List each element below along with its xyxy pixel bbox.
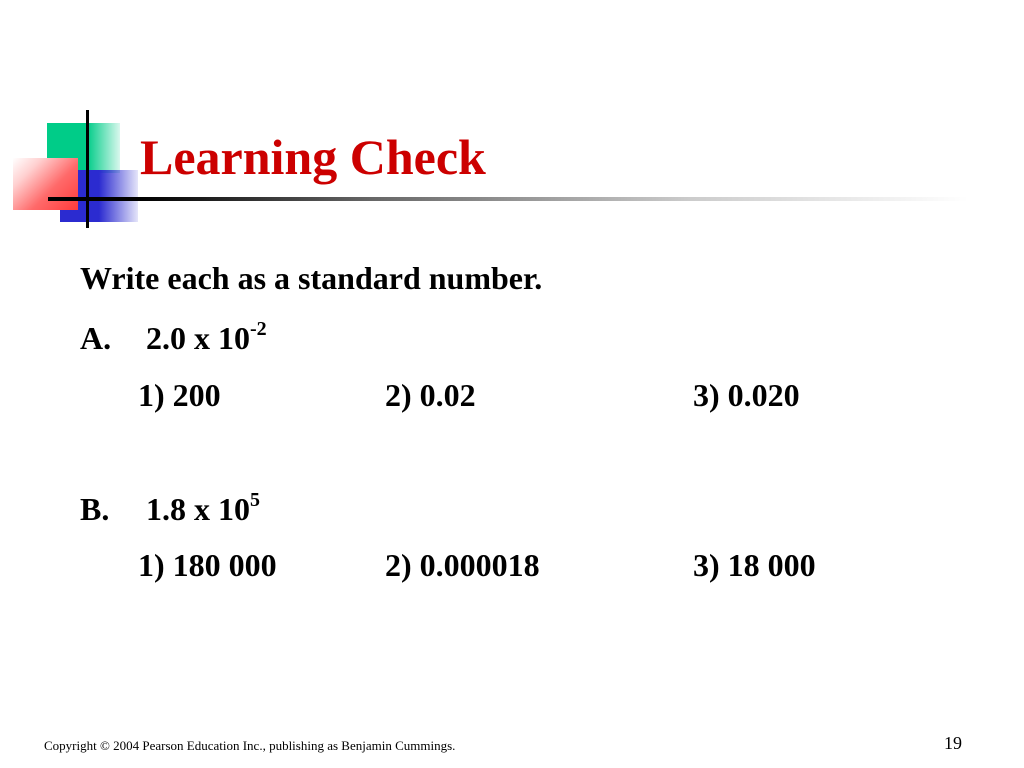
corner-decoration xyxy=(0,0,200,240)
instruction-text: Write each as a standard number. xyxy=(80,260,543,296)
question-b-exponent: 5 xyxy=(250,489,260,511)
question-b-label: B. xyxy=(80,491,110,527)
question-b xyxy=(80,489,260,527)
question-a-option-2: 2) 0.02 xyxy=(385,377,476,413)
question-a-exponent: -2 xyxy=(250,318,267,340)
question-a-label: A. xyxy=(80,320,112,356)
red-square-decoration xyxy=(13,158,78,210)
vertical-rule xyxy=(86,110,89,228)
question-a-option-3: 3) 0.020 xyxy=(693,377,800,413)
page-number: 19 xyxy=(944,733,962,753)
title-underline-rule xyxy=(48,197,968,201)
slide-title: Learning Check xyxy=(140,129,486,185)
copyright-footer: Copyright © 2004 Pearson Education Inc., publishing as Benjamin Cummings. xyxy=(44,738,456,753)
question-b-option-3: 3) 18 000 xyxy=(693,547,816,583)
question-b-base: 1.8 x 10 xyxy=(146,491,250,527)
question-a-base: 2.0 x 10 xyxy=(146,320,250,356)
question-a-option-1: 1) 200 xyxy=(138,377,221,413)
question-a xyxy=(80,318,267,356)
question-b-option-1: 1) 180 000 xyxy=(138,547,277,583)
question-b-option-2: 2) 0.000018 xyxy=(385,547,540,583)
